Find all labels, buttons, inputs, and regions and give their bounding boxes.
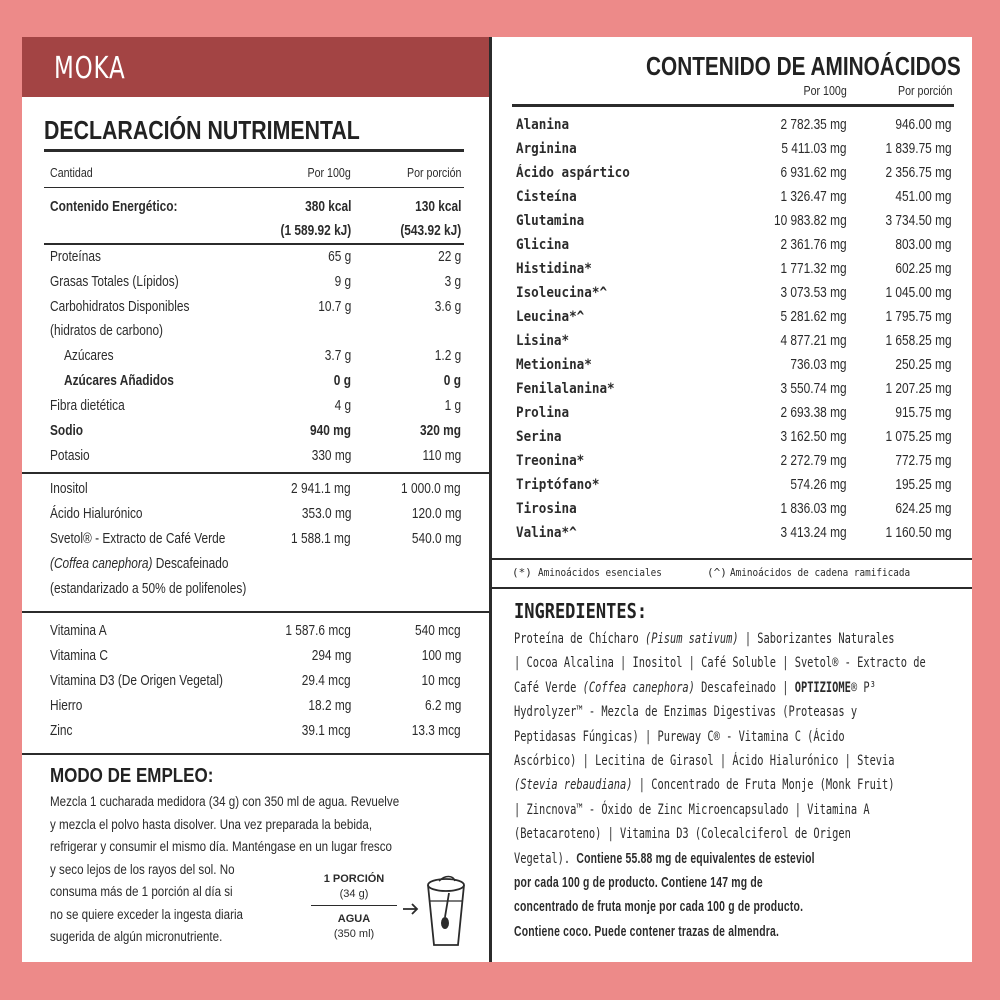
row-per100: 18.2 mg bbox=[308, 698, 351, 714]
header-per100: Por 100g bbox=[307, 165, 351, 180]
row-per-serving: 100 mg bbox=[421, 648, 461, 664]
ingredients-line bbox=[514, 676, 926, 700]
amino-label: Ácido aspártico bbox=[516, 165, 630, 181]
amino-label: Isoleucina*^ bbox=[516, 285, 608, 301]
ingredients-segment: | Cocoa Alcalina | Inositol | Café Soluble | Svetol® - Extracto de bbox=[514, 655, 926, 672]
energy-per-serving: 130 kcal bbox=[414, 199, 461, 215]
energy-label: Contenido Energético: bbox=[50, 199, 178, 215]
nutrition-title: DECLARACIÓN NUTRIMENTAL bbox=[44, 115, 360, 145]
usage-line: y seco lejos de los rayos del sol. No bbox=[50, 861, 235, 877]
ingredients-segment: Peptidasas Fúngicas) | Pureway C® - Vitamina C (Ácido bbox=[514, 728, 845, 745]
amino-per-serving: 195.25 mg bbox=[895, 477, 952, 493]
usage-line: no se quiere exceder la ingesta diaria bbox=[50, 906, 243, 922]
ingredients-segment: Proteína de Chícharo bbox=[514, 631, 646, 647]
amino-per-serving: 1 160.50 mg bbox=[885, 525, 952, 541]
amino-header-per100: Por 100g bbox=[803, 83, 847, 98]
amino-per-serving: 1 045.00 mg bbox=[885, 285, 952, 301]
row-per-serving: 110 mg bbox=[422, 448, 461, 464]
row-per-serving: 10 mcg bbox=[421, 673, 461, 689]
row-per100: 353.0 mg bbox=[301, 506, 351, 522]
usage-line: y mezcla el polvo hasta disolver. Una vez preparada la bebida, bbox=[50, 816, 373, 832]
footnote-essential: Aminoácidos esenciales bbox=[538, 566, 662, 579]
serving-label: 1 PORCIÓN bbox=[323, 873, 385, 885]
row-per100: 65 g bbox=[327, 249, 351, 265]
ingredients-line bbox=[514, 749, 926, 773]
ingredients-segment: Vegetal). bbox=[514, 850, 577, 867]
ingredients-segment: por cada 100 g de producto. Contiene 147 mg de bbox=[514, 875, 763, 892]
amino-label: Arginina bbox=[516, 141, 577, 157]
ingredients-line bbox=[514, 822, 926, 846]
ingredients-segment: Contiene 55.88 mg de equivalentes de esteviol bbox=[576, 850, 815, 867]
ingredients-line bbox=[514, 651, 926, 675]
amino-label: Lisina* bbox=[516, 333, 570, 349]
amino-per-serving: 624.25 mg bbox=[895, 501, 952, 517]
amino-label: Treonina* bbox=[516, 453, 585, 469]
ingredients-line bbox=[514, 627, 926, 651]
row-label: Proteínas bbox=[50, 249, 101, 265]
diagram-divider bbox=[311, 905, 397, 906]
amino-per-serving: 915.75 mg bbox=[895, 405, 952, 421]
row-per100: 2 941.1 mg bbox=[291, 481, 351, 497]
row-label: Vitamina C bbox=[50, 648, 108, 664]
amino-label: Fenilalanina* bbox=[516, 381, 615, 397]
row-per100: 3.7 g bbox=[324, 348, 351, 364]
ingredients-segment: Café Verde bbox=[514, 679, 583, 696]
amino-per100: 1 326.47 mg bbox=[780, 189, 847, 205]
amino-per100: 3 550.74 mg bbox=[780, 381, 847, 397]
row-per-serving: 13.3 mcg bbox=[412, 723, 461, 739]
row-label: Grasas Totales (Lípidos) bbox=[50, 274, 179, 290]
amino-label: Prolina bbox=[516, 405, 570, 421]
serving-diagram bbox=[297, 869, 472, 949]
title-rule bbox=[44, 149, 464, 152]
ingredients-segment: Contiene coco. Puede contener trazas de almendra. bbox=[514, 923, 780, 940]
ingredients-line bbox=[514, 725, 926, 749]
amino-label: Histidina* bbox=[516, 261, 592, 277]
amino-per-serving: 1 795.75 mg bbox=[885, 309, 952, 325]
product-name: MOKA bbox=[54, 51, 126, 86]
usage-line: sugerida de algún micronutriente. bbox=[50, 929, 223, 944]
row-label: Fibra dietética bbox=[50, 398, 125, 414]
ingredients-segment: | Concentrado de Fruta Monje (Monk Fruit) bbox=[632, 777, 895, 794]
amino-label: Tirosina bbox=[516, 501, 577, 517]
energy-per100-kj: (1 589.92 kJ) bbox=[280, 223, 351, 239]
ingredients-segment: (Pisum sativum) bbox=[645, 631, 739, 647]
ingredients-segment: Descafeinado | bbox=[694, 679, 795, 696]
row-label: Zinc bbox=[50, 723, 73, 739]
row-per-serving: 3.6 g bbox=[434, 299, 461, 315]
ingredients-title: INGREDIENTES: bbox=[514, 599, 648, 623]
amino-per-serving: 2 356.75 mg bbox=[885, 165, 952, 181]
amino-per100: 3 073.53 mg bbox=[780, 285, 847, 301]
amino-per100: 3 162.50 mg bbox=[780, 429, 847, 445]
amino-per100: 3 413.24 mg bbox=[780, 525, 847, 541]
row-per-serving: 3 g bbox=[444, 274, 461, 290]
amino-per-serving: 1 839.75 mg bbox=[885, 141, 952, 157]
row-label: Ácido Hialurónico bbox=[50, 506, 143, 522]
row-per-serving: 1.2 g bbox=[434, 348, 461, 364]
row-per100: 0 g bbox=[333, 373, 351, 389]
amino-label: Metionina* bbox=[516, 357, 592, 373]
divider bbox=[22, 472, 489, 474]
ingredients-segment: (Coffea canephora) bbox=[582, 679, 695, 696]
amino-label: Serina bbox=[516, 429, 562, 445]
row-label: Azúcares bbox=[64, 348, 114, 364]
energy-per-serving-kj: (543.92 kJ) bbox=[400, 223, 461, 239]
amino-label: Valina*^ bbox=[516, 525, 577, 541]
energy-per100: 380 kcal bbox=[304, 199, 351, 215]
ingredients-segment: Ascórbico) | Lecitina de Girasol | Ácido Hialurónico | Stevia bbox=[514, 753, 895, 770]
amino-label: Cisteína bbox=[516, 189, 577, 205]
ingredients-segment: ® P³ bbox=[850, 679, 876, 696]
usage-line: refrigerar y consumir el mismo día. Manténgase en un lugar fresco bbox=[50, 839, 393, 854]
amino-panel bbox=[492, 37, 972, 962]
amino-label: Triptófano* bbox=[516, 477, 600, 493]
brand-bar bbox=[22, 37, 489, 97]
amino-title: CONTENIDO DE AMINOÁCIDOS bbox=[646, 51, 961, 81]
row-per-serving: 120.0 mg bbox=[411, 506, 461, 522]
row-label: Azúcares Añadidos bbox=[64, 373, 174, 389]
amino-per-serving: 1 207.25 mg bbox=[885, 381, 952, 397]
ingredients-segment: | Saborizantes Naturales bbox=[738, 631, 895, 647]
amino-header-serving: Por porción bbox=[897, 83, 952, 98]
row-per100: 330 mg bbox=[311, 448, 351, 464]
amino-per-serving: 1 075.25 mg bbox=[885, 429, 952, 445]
amino-per100: 574.26 mg bbox=[790, 477, 847, 493]
row-per100: 29.4 mcg bbox=[302, 673, 351, 689]
amino-per-serving: 803.00 mg bbox=[895, 237, 952, 253]
ingredients-line bbox=[514, 895, 926, 919]
header-label: Cantidad bbox=[50, 165, 93, 180]
header-rule bbox=[44, 187, 464, 188]
usage-line: consuma más de 1 porción al día si bbox=[50, 884, 233, 899]
header-per-serving: Por porción bbox=[406, 165, 461, 180]
nutrition-panel: MOKA DECLARACIÓN NUTRIMENTAL Cantidad Por 100g Por porción Contenido Energético: 380 kcal 130 kcal (1 589.92 kJ) (543.92 kJ) Proteínas 65 g 22 g Grasas Totales (Lípidos) 9 g 3 g Carbohidratos Disponibles 10.7 g 3.6 g (hidratos de carbono) Azúcares 3.7 g 1.2 g Azúcares Añadidos 0 g 0 g Fibra dietética 4 g 1 g Sodio 940 mg 320 mg Potasio 330 mg 110 mg Inositol 2 941.1 mg 1 000.0 mg Ácido Hialurónico 353.0 mg 120.0 mg Svetol® - Extracto de Café Verde 1 588.1 mg 540.0 mg (Coffea canephora) Descafeinado (estandarizado a 50% de polifenoles) Vitamina A 1 587.6 mcg 540 mcg Vitamina C 294 mg 100 mg Vitamina D3 (De Origen Vegetal) 29.4 mcg 10 mcg Hierro 18.2 mg 6.2 mg Zinc 39.1 mcg 13.3 mcg MODO DE EMPLEO: Mezcla 1 cucharada medidora (34 g) con 350 ml de agua. Revuelve y mezcla el polvo hasta disolver. Una vez preparada la bebida, refrigerar y consumir el mismo día. Manténgase en un lugar fresco y seco lejos de los rayos del sol. No consuma más de 1 porción al día si no se quiere exceder la ingesta diaria sugerida de algún micronutriente. 1 PORCIÓN (34 g) AGUA (350 ml) bbox=[22, 37, 489, 962]
amino-label: Glicina bbox=[516, 237, 570, 253]
amino-label: Glutamina bbox=[516, 213, 585, 229]
footnote-branched: Aminoácidos de cadena ramificada bbox=[730, 566, 911, 579]
amino-per-serving: 602.25 mg bbox=[895, 261, 952, 277]
row-per100: 294 mg bbox=[311, 648, 351, 664]
amino-label: Alanina bbox=[516, 117, 570, 133]
ingredients-segment: concentrado de fruta monje por cada 100 g de producto. bbox=[514, 899, 804, 916]
amino-per100: 2 782.35 mg bbox=[780, 117, 847, 133]
amino-per100: 5 281.62 mg bbox=[780, 309, 847, 325]
amino-per100: 1 771.32 mg bbox=[780, 261, 847, 277]
ingredients-segment: OPTIZIOME bbox=[794, 679, 851, 696]
divider bbox=[492, 587, 972, 589]
row-label: Sodio bbox=[50, 423, 84, 439]
amino-per100: 2 272.79 mg bbox=[780, 453, 847, 469]
row-per100: 1 587.6 mcg bbox=[285, 623, 351, 639]
row-per100: 940 mg bbox=[310, 423, 351, 439]
ingredients-segment: (Stevia rebaudiana) bbox=[514, 777, 633, 794]
row-label: Carbohidratos Disponibles bbox=[50, 299, 190, 315]
serving-amount: (34 g) bbox=[339, 888, 369, 900]
amino-per100: 1 836.03 mg bbox=[780, 501, 847, 517]
row-per100: 4 g bbox=[334, 398, 351, 414]
ingredients-line bbox=[514, 798, 926, 822]
row-label: Vitamina D3 (De Origen Vegetal) bbox=[50, 673, 223, 689]
row-label: Inositol bbox=[50, 481, 88, 497]
usage-title: MODO DE EMPLEO: bbox=[50, 765, 214, 787]
row-per-serving: 6.2 mg bbox=[424, 698, 461, 714]
divider bbox=[492, 558, 972, 560]
amino-per-serving: 250.25 mg bbox=[895, 357, 952, 373]
amino-per100: 4 877.21 mg bbox=[780, 333, 847, 349]
row-label: (hidratos de carbono) bbox=[50, 323, 164, 339]
row-per100: 10.7 g bbox=[317, 299, 351, 315]
amino-per100: 5 411.03 mg bbox=[781, 141, 847, 157]
row-label: Svetol® - Extracto de Café Verde bbox=[50, 531, 226, 547]
amino-per-serving: 451.00 mg bbox=[895, 189, 952, 205]
usage-line: Mezcla 1 cucharada medidora (34 g) con 350 ml de agua. Revuelve bbox=[50, 794, 400, 809]
water-amount: (350 ml) bbox=[333, 928, 375, 940]
amino-per100: 736.03 mg bbox=[790, 357, 847, 373]
amino-per100: 10 983.82 mg bbox=[774, 213, 847, 229]
ingredients-segment: | Zincnova™ - Óxido de Zinc Microencapsulado | Vitamina A bbox=[514, 801, 870, 818]
row-per-serving: 540.0 mg bbox=[411, 531, 461, 547]
amino-rule bbox=[512, 104, 954, 107]
divider bbox=[22, 753, 489, 755]
ingredients-line bbox=[514, 847, 926, 871]
ingredients-line bbox=[514, 700, 926, 724]
row-per-serving: 1 g bbox=[444, 398, 461, 414]
shaker-cup-icon bbox=[401, 871, 471, 949]
amino-per-serving: 946.00 mg bbox=[895, 117, 952, 133]
footnote-branched-mark: (^) bbox=[707, 566, 727, 579]
row-per-serving: 22 g bbox=[437, 249, 461, 265]
energy-rule bbox=[44, 243, 464, 245]
ingredients-segment: (Betacaroteno) | Vitamina D3 (Colecalciferol de Origen bbox=[514, 826, 851, 843]
ingredients-line bbox=[514, 920, 926, 944]
amino-per100: 2 361.76 mg bbox=[780, 237, 847, 253]
row-per100: 39.1 mcg bbox=[302, 723, 351, 739]
water-label: AGUA bbox=[337, 913, 371, 925]
amino-per-serving: 3 734.50 mg bbox=[885, 213, 952, 229]
row-per-serving: 0 g bbox=[443, 373, 461, 389]
amino-per100: 6 931.62 mg bbox=[780, 165, 847, 181]
ingredients-line bbox=[514, 773, 926, 797]
row-per100: 9 g bbox=[334, 274, 351, 290]
row-label: Vitamina A bbox=[50, 623, 107, 639]
footnote-essential-mark: (*) bbox=[512, 566, 532, 579]
ingredients-line bbox=[514, 871, 926, 895]
row-per-serving: 1 000.0 mg bbox=[401, 481, 461, 497]
divider bbox=[22, 611, 489, 613]
amino-per-serving: 1 658.25 mg bbox=[885, 333, 952, 349]
amino-label: Leucina*^ bbox=[516, 309, 585, 325]
row-label: Hierro bbox=[50, 698, 83, 714]
amino-per-serving: 772.75 mg bbox=[895, 453, 952, 469]
amino-per100: 2 693.38 mg bbox=[780, 405, 847, 421]
ingredients-text bbox=[514, 627, 1000, 944]
row-per-serving: 540 mcg bbox=[415, 623, 461, 639]
row-label: Potasio bbox=[50, 448, 90, 464]
ingredients-segment: Hydrolyzer™ - Mezcla de Enzimas Digestivas (Proteasas y bbox=[514, 704, 858, 721]
row-per100: 1 588.1 mg bbox=[291, 531, 351, 547]
row-per-serving: 320 mg bbox=[420, 423, 461, 439]
